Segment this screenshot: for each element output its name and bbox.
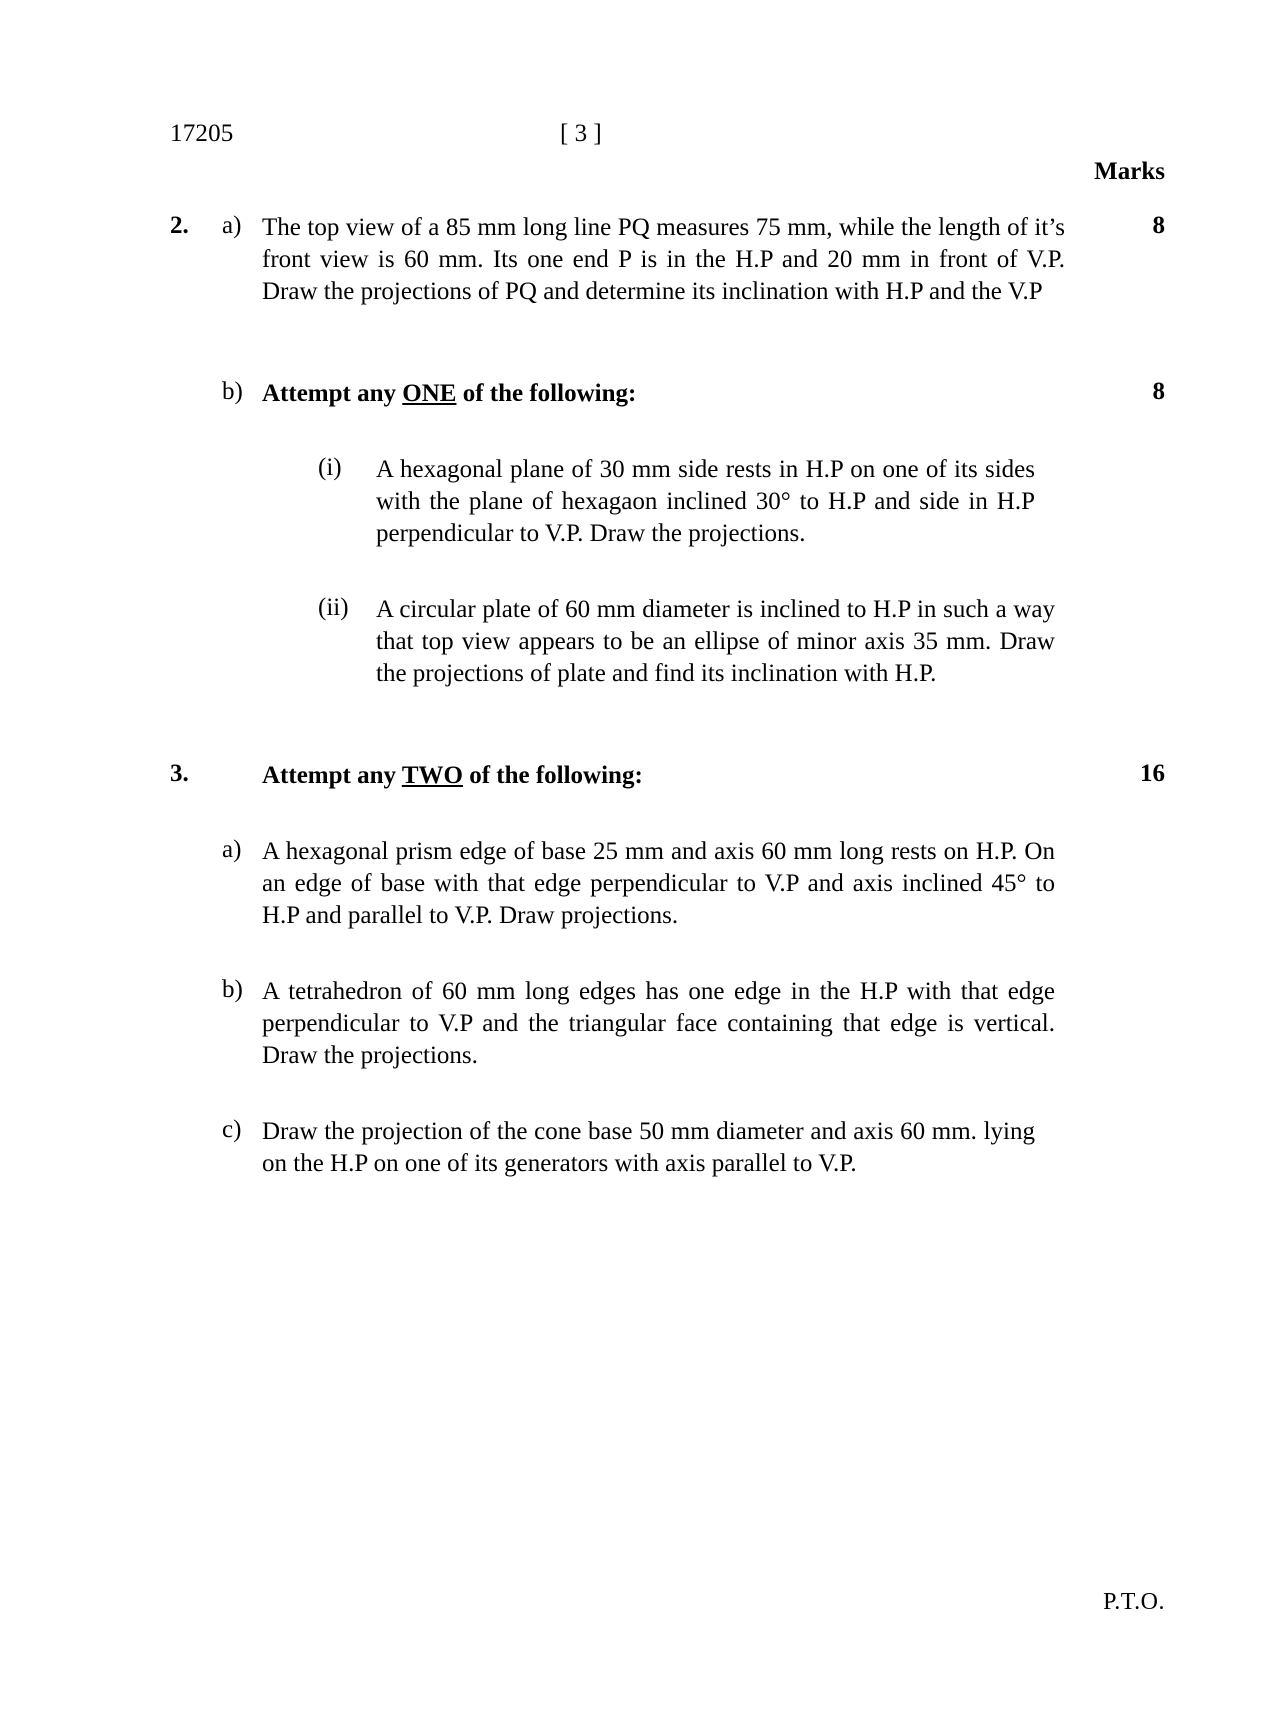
question-2b-heading-prefix: Attempt any	[262, 380, 403, 407]
question-2b-i-label: (i)	[318, 454, 342, 481]
question-2b-ii	[170, 594, 1165, 690]
question-3-heading-suffix: of the following:	[462, 762, 643, 789]
question-2b-i	[170, 454, 1165, 550]
question-2b-ii-label: (ii)	[318, 594, 349, 621]
question-2b-heading-suffix: of the following:	[456, 380, 637, 407]
question-3	[170, 760, 1165, 792]
question-2b-ii-text: A circular plate of 60 mm diameter is inclined to H.P in such a way that top view appears to be an ellipse of minor axis 35 mm. Draw the projections of plate and find its inclination with H.P.	[376, 596, 1055, 687]
question-2a	[170, 212, 1165, 308]
question-2b-letter: b)	[222, 378, 243, 405]
question-3c-letter: c)	[222, 1116, 242, 1143]
question-3c-text: Draw the projection of the cone base 50 mm diameter and axis 60 mm. lying on the H.P on one of its generators with axis parallel to V.P.	[262, 1118, 1035, 1177]
question-3-heading	[262, 760, 1065, 792]
question-2a-letter: a)	[222, 212, 242, 239]
question-2a-text: The top view of a 85 mm long line PQ measures 75 mm, while the length of it’s front view is 60 mm. Its one end P is in the H.P and 20 mm in front of V.P. Draw the projections of PQ and determine its inclination with H.P and the V.P	[262, 214, 1065, 305]
question-3-heading-keyword: TWO	[401, 762, 463, 789]
question-2a-marks: 8	[1152, 212, 1165, 239]
question-3-heading-prefix: Attempt any	[262, 762, 402, 789]
question-3b-text: A tetrahedron of 60 mm long edges has one edge in the H.P with that edge perpendicular to V.P and the triangular face containing that edge is vertical. Draw the projections.	[262, 978, 1055, 1069]
question-3-number: 3.	[170, 760, 189, 787]
exam-code: 17205	[170, 120, 234, 147]
page-header	[170, 120, 1165, 185]
question-3-marks: 16	[1140, 760, 1165, 787]
question-3b-letter: b)	[222, 976, 243, 1003]
page-number: [ 3 ]	[560, 120, 602, 147]
question-2b	[170, 378, 1165, 410]
question-2-number: 2.	[170, 212, 189, 239]
question-2b-heading	[262, 378, 1065, 410]
question-2b-i-text: A hexagonal plane of 30 mm side rests in H.P on one of its sides with the plane of hexagaon inclined 30° to H.P and side in H.P perpendicular to V.P. Draw the projections.	[376, 456, 1035, 547]
question-3c	[170, 1116, 1165, 1180]
question-3a-letter: a)	[222, 836, 242, 863]
page-turn-over-note: P.T.O.	[1103, 1589, 1165, 1615]
question-2b-heading-keyword: ONE	[402, 380, 457, 407]
question-3a-text: A hexagonal prism edge of base 25 mm and axis 60 mm long rests on H.P. On an edge of base with that edge perpendicular to V.P and axis inclined 45° to H.P and parallel to V.P. Draw projections.	[262, 838, 1055, 929]
question-3a	[170, 836, 1165, 932]
marks-column-header: Marks	[1094, 158, 1165, 185]
question-3b	[170, 976, 1165, 1072]
question-2b-marks: 8	[1152, 378, 1165, 405]
